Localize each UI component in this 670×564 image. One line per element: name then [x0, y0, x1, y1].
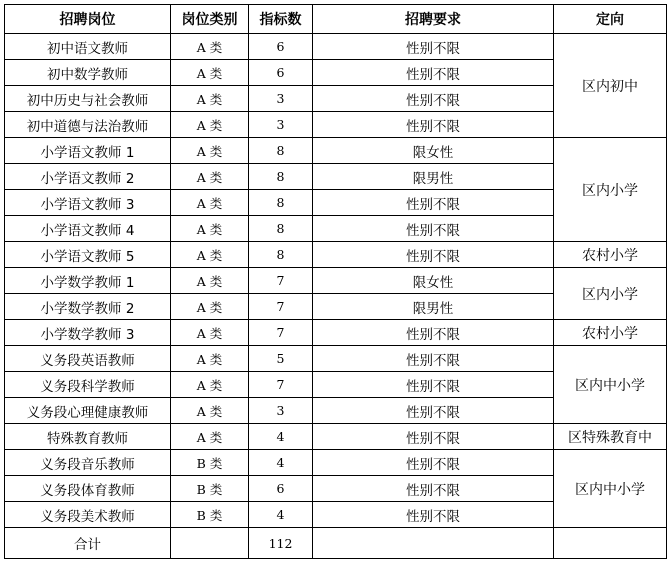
category-cell: B 类 — [171, 502, 249, 528]
category-cell: B 类 — [171, 450, 249, 476]
count-cell: 6 — [249, 476, 313, 502]
position-cell: 小学语文教师 3 — [5, 190, 171, 216]
requirement-cell: 性别不限 — [313, 34, 554, 60]
category-cell: A 类 — [171, 372, 249, 398]
requirement-cell: 限女性 — [313, 138, 554, 164]
direction-cell: 区内小学 — [554, 138, 667, 242]
category-cell: B 类 — [171, 476, 249, 502]
position-cell: 小学语文教师 1 — [5, 138, 171, 164]
position-cell: 小学语文教师 4 — [5, 216, 171, 242]
category-cell: A 类 — [171, 34, 249, 60]
count-cell: 8 — [249, 164, 313, 190]
category-cell: A 类 — [171, 190, 249, 216]
direction-cell: 区内小学 — [554, 268, 667, 320]
requirement-cell: 性别不限 — [313, 216, 554, 242]
count-cell: 8 — [249, 138, 313, 164]
direction-cell: 区内初中 — [554, 34, 667, 138]
header-requirement: 招聘要求 — [313, 5, 554, 34]
table-row — [5, 34, 667, 60]
table-row — [5, 424, 667, 450]
count-cell: 3 — [249, 112, 313, 138]
requirement-cell: 性别不限 — [313, 190, 554, 216]
table-row — [5, 268, 667, 294]
direction-cell: 农村小学 — [554, 242, 667, 268]
requirement-cell: 性别不限 — [313, 476, 554, 502]
position-cell: 小学数学教师 1 — [5, 268, 171, 294]
position-cell: 小学数学教师 2 — [5, 294, 171, 320]
count-cell: 6 — [249, 60, 313, 86]
category-cell: A 类 — [171, 346, 249, 372]
category-cell: A 类 — [171, 86, 249, 112]
category-cell: A 类 — [171, 424, 249, 450]
count-cell: 5 — [249, 346, 313, 372]
requirement-cell: 性别不限 — [313, 242, 554, 268]
category-cell: A 类 — [171, 242, 249, 268]
table-row — [5, 346, 667, 372]
category-cell: A 类 — [171, 216, 249, 242]
count-cell: 7 — [249, 268, 313, 294]
header-position: 招聘岗位 — [5, 5, 171, 34]
total-requirement — [313, 528, 554, 559]
position-cell: 小学语文教师 2 — [5, 164, 171, 190]
requirement-cell: 性别不限 — [313, 398, 554, 424]
table-row — [5, 320, 667, 346]
direction-cell: 区内中小学 — [554, 346, 667, 424]
position-cell: 小学数学教师 3 — [5, 320, 171, 346]
requirement-cell: 性别不限 — [313, 450, 554, 476]
position-cell: 初中历史与社会教师 — [5, 86, 171, 112]
requirement-cell: 性别不限 — [313, 320, 554, 346]
count-cell: 7 — [249, 320, 313, 346]
total-category — [171, 528, 249, 559]
requirement-cell: 限女性 — [313, 268, 554, 294]
count-cell: 3 — [249, 86, 313, 112]
position-cell: 义务段音乐教师 — [5, 450, 171, 476]
category-cell: A 类 — [171, 268, 249, 294]
total-row — [5, 528, 667, 559]
count-cell: 7 — [249, 294, 313, 320]
requirement-cell: 限男性 — [313, 164, 554, 190]
count-cell: 8 — [249, 216, 313, 242]
category-cell: A 类 — [171, 164, 249, 190]
requirement-cell: 性别不限 — [313, 60, 554, 86]
requirement-cell: 性别不限 — [313, 86, 554, 112]
table-row — [5, 242, 667, 268]
position-cell: 小学语文教师 5 — [5, 242, 171, 268]
requirement-cell: 性别不限 — [313, 372, 554, 398]
position-cell: 初中道德与法治教师 — [5, 112, 171, 138]
requirement-cell: 限男性 — [313, 294, 554, 320]
category-cell: A 类 — [171, 60, 249, 86]
count-cell: 6 — [249, 34, 313, 60]
category-cell: A 类 — [171, 398, 249, 424]
count-cell: 4 — [249, 502, 313, 528]
category-cell: A 类 — [171, 320, 249, 346]
header-count: 指标数 — [249, 5, 313, 34]
position-cell: 义务段体育教师 — [5, 476, 171, 502]
count-cell: 8 — [249, 190, 313, 216]
direction-cell: 区特殊教育中 — [554, 424, 667, 450]
position-cell: 初中数学教师 — [5, 60, 171, 86]
category-cell: A 类 — [171, 112, 249, 138]
header-direction: 定向 — [554, 5, 667, 34]
total-count: 112 — [249, 528, 313, 559]
category-cell: A 类 — [171, 294, 249, 320]
header-category: 岗位类别 — [171, 5, 249, 34]
requirement-cell: 性别不限 — [313, 424, 554, 450]
position-cell: 义务段英语教师 — [5, 346, 171, 372]
total-direction — [554, 528, 667, 559]
requirement-cell: 性别不限 — [313, 346, 554, 372]
position-cell: 义务段科学教师 — [5, 372, 171, 398]
recruitment-table — [4, 4, 667, 559]
position-cell: 初中语文教师 — [5, 34, 171, 60]
position-cell: 义务段美术教师 — [5, 502, 171, 528]
count-cell: 4 — [249, 450, 313, 476]
category-cell: A 类 — [171, 138, 249, 164]
requirement-cell: 性别不限 — [313, 502, 554, 528]
direction-cell: 区内中小学 — [554, 450, 667, 528]
header-row — [5, 5, 667, 34]
direction-cell: 农村小学 — [554, 320, 667, 346]
count-cell: 7 — [249, 372, 313, 398]
count-cell: 8 — [249, 242, 313, 268]
count-cell: 4 — [249, 424, 313, 450]
table-row — [5, 138, 667, 164]
total-label: 合计 — [5, 528, 171, 559]
count-cell: 3 — [249, 398, 313, 424]
position-cell: 义务段心理健康教师 — [5, 398, 171, 424]
position-cell: 特殊教育教师 — [5, 424, 171, 450]
table-row — [5, 450, 667, 476]
requirement-cell: 性别不限 — [313, 112, 554, 138]
